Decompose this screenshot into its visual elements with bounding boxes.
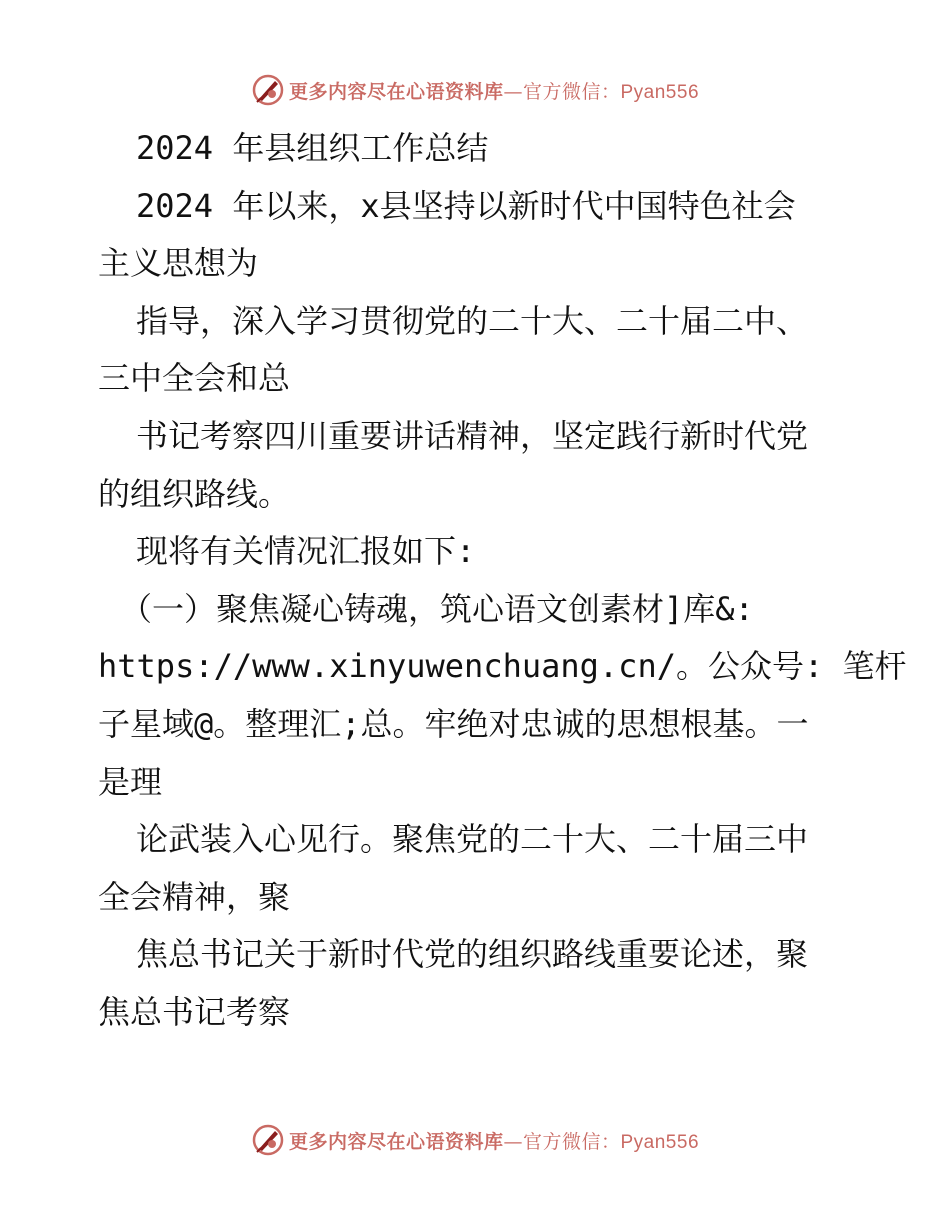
banner-slogan: 更多内容尽在心语资料库 [288,1130,504,1153]
banner-wechat-label: 官方微信： [522,80,621,103]
paragraph-line: 是理 [98,762,163,801]
banner-separator: — [503,80,523,103]
quill-pen-logo-icon [251,1123,285,1157]
banner-separator: — [503,1130,523,1153]
paragraph-line: 全会精神，聚 [98,877,291,916]
paragraph-line: 2024 年以来，x县坚持以新时代中国特色社会 [136,186,796,225]
paragraph-line: 指导，深入学习贯彻党的二十大、二十届二中、 [136,301,809,340]
paragraph-line: 主义思想为 [98,244,259,283]
paragraph-line: 书记考察四川重要讲话精神，坚定践行新时代党 [136,416,809,455]
banner-text [289,1127,699,1154]
paragraph-line: 焦总书记考察 [98,992,291,1031]
banner-wechat-id: Pyan556 [620,1131,700,1153]
paragraph-line: 论武装入心见行。聚焦党的二十大、二十届三中 [136,820,809,859]
section-heading-line: （一）聚焦凝心铸魂，筑心语文创素材]库&: [120,589,754,628]
paragraph-line: 的组织路线。 [98,474,291,513]
document-body [98,120,907,1042]
banner-slogan: 更多内容尽在心语资料库 [288,80,504,103]
header-banner [0,70,950,110]
banner-wechat-label: 官方微信： [522,1130,621,1153]
quill-pen-logo-icon [251,73,285,107]
banner-text [289,77,699,104]
paragraph-line: https://www.xinyuwenchuang.cn/。公众号: 笔杆 [98,647,907,686]
banner-wechat-id: Pyan556 [620,81,700,103]
paragraph-line: 子星域@。整理汇;总。牢绝对忠诚的思想根基。一 [98,704,809,743]
paragraph-line: 三中全会和总 [98,359,291,398]
paragraph-line: 焦总书记关于新时代党的组织路线重要论述，聚 [136,935,809,974]
paragraph-line: 现将有关情况汇报如下: [136,532,476,571]
footer-banner [0,1120,950,1160]
document-title: 2024 年县组织工作总结 [136,129,489,167]
